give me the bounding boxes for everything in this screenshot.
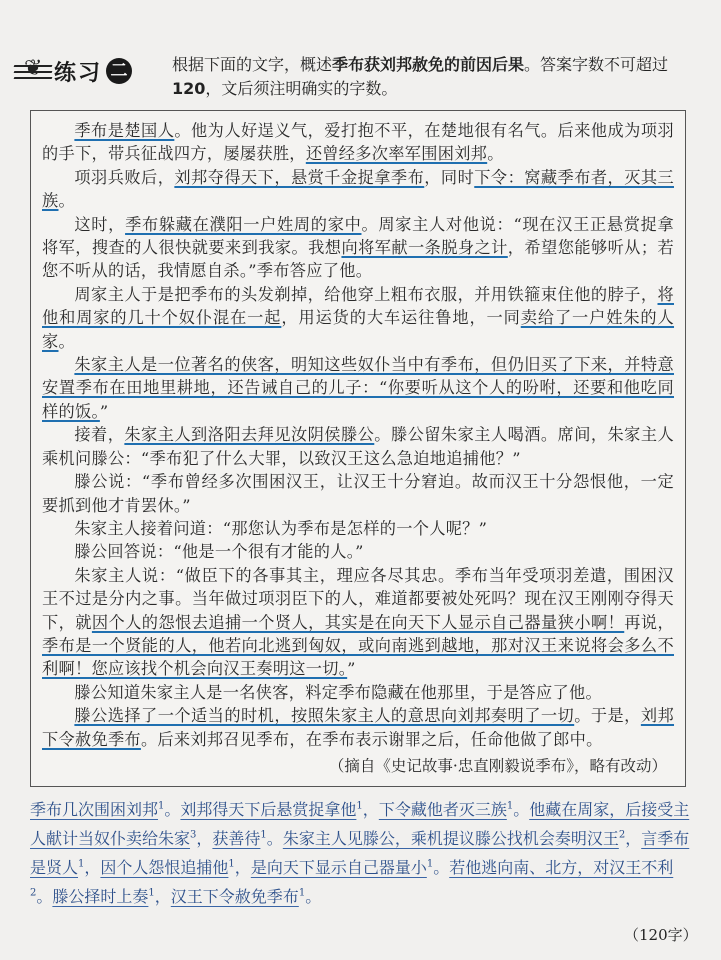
point-score: 1	[148, 887, 155, 899]
underlined-key-phrase: 朱家主人是一位著名的侠客，明知这些奴仆当中有季布，但仍旧买了下来，并特意安置季布在田地里耕地，还告诫自己的儿子：“你要听从这个人的吩咐，还要和他吃同样的饭。	[42, 355, 674, 421]
underlined-key-phrase: 季布是楚国人	[74, 121, 175, 140]
passage-text: 。	[487, 144, 504, 164]
passage-text: 朱家主人说：“做臣下的各事其主，理应各尽其忠。季布当年受项羽差遣，围困汉王不过是分内之事。当年做过项羽臣下的人，难道都要被处死吗？现在汉王刚刚夺得天下，就	[42, 565, 674, 632]
passage-text: 。他为人好逞义气，爱打抱不平，在楚地很有名气。后来他成为项羽的手下，带兵征战四方，屡屡获胜，	[42, 121, 674, 164]
point-score: 1	[78, 858, 85, 870]
point-score: 1	[260, 829, 267, 841]
passage-paragraph	[42, 517, 674, 540]
underlined-key-phrase: 朱家主人到洛阳去拜见汝阴侯滕公	[124, 425, 375, 445]
passage-text: 滕公回答说：“他是一个很有才能的人。”	[74, 542, 364, 562]
exercise-header	[14, 48, 714, 98]
answer-point: 季布几次围困刘邦	[30, 800, 159, 819]
point-score: 2	[30, 887, 37, 899]
point-score: 2	[618, 829, 626, 841]
word-limit: 120	[172, 79, 206, 98]
passage-paragraph	[42, 166, 674, 213]
answer-punctuation: 。	[513, 800, 530, 819]
answer-punctuation: ，	[625, 829, 642, 848]
passage-source: （摘自《史记故事·忠直刚毅说季布》，略有改动）	[328, 757, 667, 775]
answer-point: 下令藏他者灭三族	[378, 800, 507, 819]
answer-punctuation: 。	[433, 858, 450, 877]
underlined-key-phrase: 季布躲藏在濮阳一户姓周的家中	[125, 214, 362, 234]
answer-point: 因个人怨恨追捕他	[100, 858, 229, 877]
passage-paragraph	[42, 540, 674, 563]
passage-paragraph	[42, 704, 674, 751]
word-count: （120字）	[624, 926, 698, 944]
point-score: 3	[190, 829, 197, 841]
passage-text: 。	[58, 191, 75, 211]
underlined-key-phrase: 下令：窝藏季布者，灭其三族	[42, 167, 674, 211]
passage-text: 。周家主人对他说：“现在汉王正悬赏捉拿将军，搜查的人很快就要来到我家。我想	[42, 214, 674, 258]
underlined-key-phrase: 因个人的怨恨去追捕一个贤人，其实是在向天下人显示自己器量狭小啊！	[91, 612, 625, 632]
passage-text: 再说，	[624, 612, 674, 632]
point-score: 1	[356, 800, 363, 812]
answer-point: 获善待	[212, 829, 261, 848]
handwritten-answer	[30, 795, 690, 911]
answer-punctuation: ，	[154, 887, 171, 906]
passage-text: 。滕公留朱家主人喝酒。席间，朱家主人乘机问滕公：“季布犯了什么大罪，以致汉王这么急迫地追捕他？”	[42, 425, 674, 468]
passage-text: 接着，	[74, 425, 125, 445]
passage-text: 滕公知道朱家主人是一名侠客，料定季布隐藏在他那里，于是答应了他。	[74, 682, 602, 702]
point-score: 1	[426, 858, 434, 870]
passage-text: 这时，	[74, 214, 126, 234]
point-score: 1	[228, 858, 235, 870]
answer-punctuation: ，	[84, 858, 101, 877]
passage-paragraph	[42, 213, 674, 283]
passage-text: ，希望您能够听从；若您不听从的话，我情愿自杀。”季布答应了他。	[42, 238, 675, 281]
point-score: 1	[158, 800, 165, 812]
passage-paragraph	[42, 353, 674, 423]
answer-point: 朱家主人见滕公，乘机提议滕公找机会奏明汉王	[282, 829, 619, 848]
passage-text: 周家主人于是把季布的头发剃掉，给他穿上粗布衣服，并用铁箍束住他的脖子，	[74, 284, 658, 304]
underlined-key-phrase: 还曾经多次率军围困刘邦	[305, 144, 488, 164]
underlined-key-phrase: 刘邦夺得天下，悬赏千金捉拿季布	[174, 167, 425, 187]
passage-text: 。	[58, 331, 75, 351]
underlined-key-phrase: 将他和周家的几十个奴仆混在一起	[42, 284, 674, 328]
underlined-key-phrase: 季布是一个贤能的人，他若向北逃到匈奴，或向南逃到越地，那对汉王来说将会多么不利啊！您应该找个机会向汉王奏明这一切。	[42, 635, 674, 679]
exercise-title: 练习	[54, 61, 103, 86]
passage-paragraph	[42, 681, 674, 704]
answer-punctuation: ，	[234, 858, 251, 877]
exercise-instruction: 根据下面的文字，概述季布获刘邦赦免的前因后果。答案字数不可超过 120，文后须注明确实的字数。	[172, 55, 669, 98]
passage-text: ，用运货的大车运往鲁地，一同	[281, 308, 521, 328]
passage-text: 。于是，	[574, 706, 641, 726]
passage-text: 滕公说：“季布曾经多次围困汉王，让汉王十分窘迫。故而汉王十分怨恨他，一定要抓到他才肯罢休。”	[42, 472, 674, 515]
passage-text: 项羽兵败后，	[74, 167, 175, 187]
answer-punctuation: ，	[196, 829, 213, 848]
answer-punctuation: ，	[362, 800, 379, 819]
reading-passage	[30, 110, 686, 787]
exercise-badge	[14, 54, 159, 88]
underlined-key-phrase: 刘邦下令赦免季布	[42, 706, 675, 749]
answer-point: 刘邦得天下后悬赏捉拿他	[180, 800, 357, 819]
answer-point: 是向天下显示自己器量小	[250, 858, 427, 877]
answer-punctuation: 。	[36, 887, 53, 906]
passage-text: ，同时	[424, 167, 475, 187]
answer-point: 汉王下令赦免季布	[170, 887, 299, 906]
passage-paragraph	[42, 283, 674, 353]
answer-point: 滕公择时上奏	[52, 887, 149, 906]
butterfly-icon: ❦	[24, 56, 43, 81]
passage-body	[42, 119, 674, 751]
answer-punctuation: 。	[266, 829, 283, 848]
underlined-key-phrase: 向将军献一条脱身之计	[341, 238, 508, 258]
passage-paragraph	[42, 470, 674, 517]
answer-punctuation: 。	[305, 887, 322, 906]
passage-text: 朱家主人接着问道：“那您认为季布是怎样的一个人呢？”	[74, 518, 488, 538]
passage-paragraph	[42, 564, 674, 681]
underlined-key-phrase: 卖给了一户姓朱的人家	[42, 308, 675, 351]
underlined-key-phrase: 滕公选择了一个适当的时机，按照朱家主人的意思向刘邦奏明了一切	[74, 706, 575, 726]
answer-point: 若他逃向南、北方，对汉王不利	[449, 858, 674, 877]
exercise-number: 二	[106, 58, 132, 84]
passage-text: 。后来刘邦召见季布，在季布表示谢罪之后，任命他做了郎中。	[140, 729, 603, 749]
passage-paragraph	[42, 423, 674, 470]
answer-punctuation: 。	[164, 800, 181, 819]
point-score: 1	[506, 800, 514, 812]
passage-text: ”	[347, 659, 356, 679]
answer-point: 言季布是贤人	[30, 829, 690, 877]
answer-point: 他藏在周家，后接受主人献计当奴仆卖给朱家	[30, 800, 690, 848]
passage-text: ”	[99, 401, 109, 421]
point-score: 1	[298, 887, 306, 899]
instruction-emphasis: 季布获刘邦赦免的前因后果	[332, 55, 525, 74]
passage-paragraph	[42, 119, 674, 166]
